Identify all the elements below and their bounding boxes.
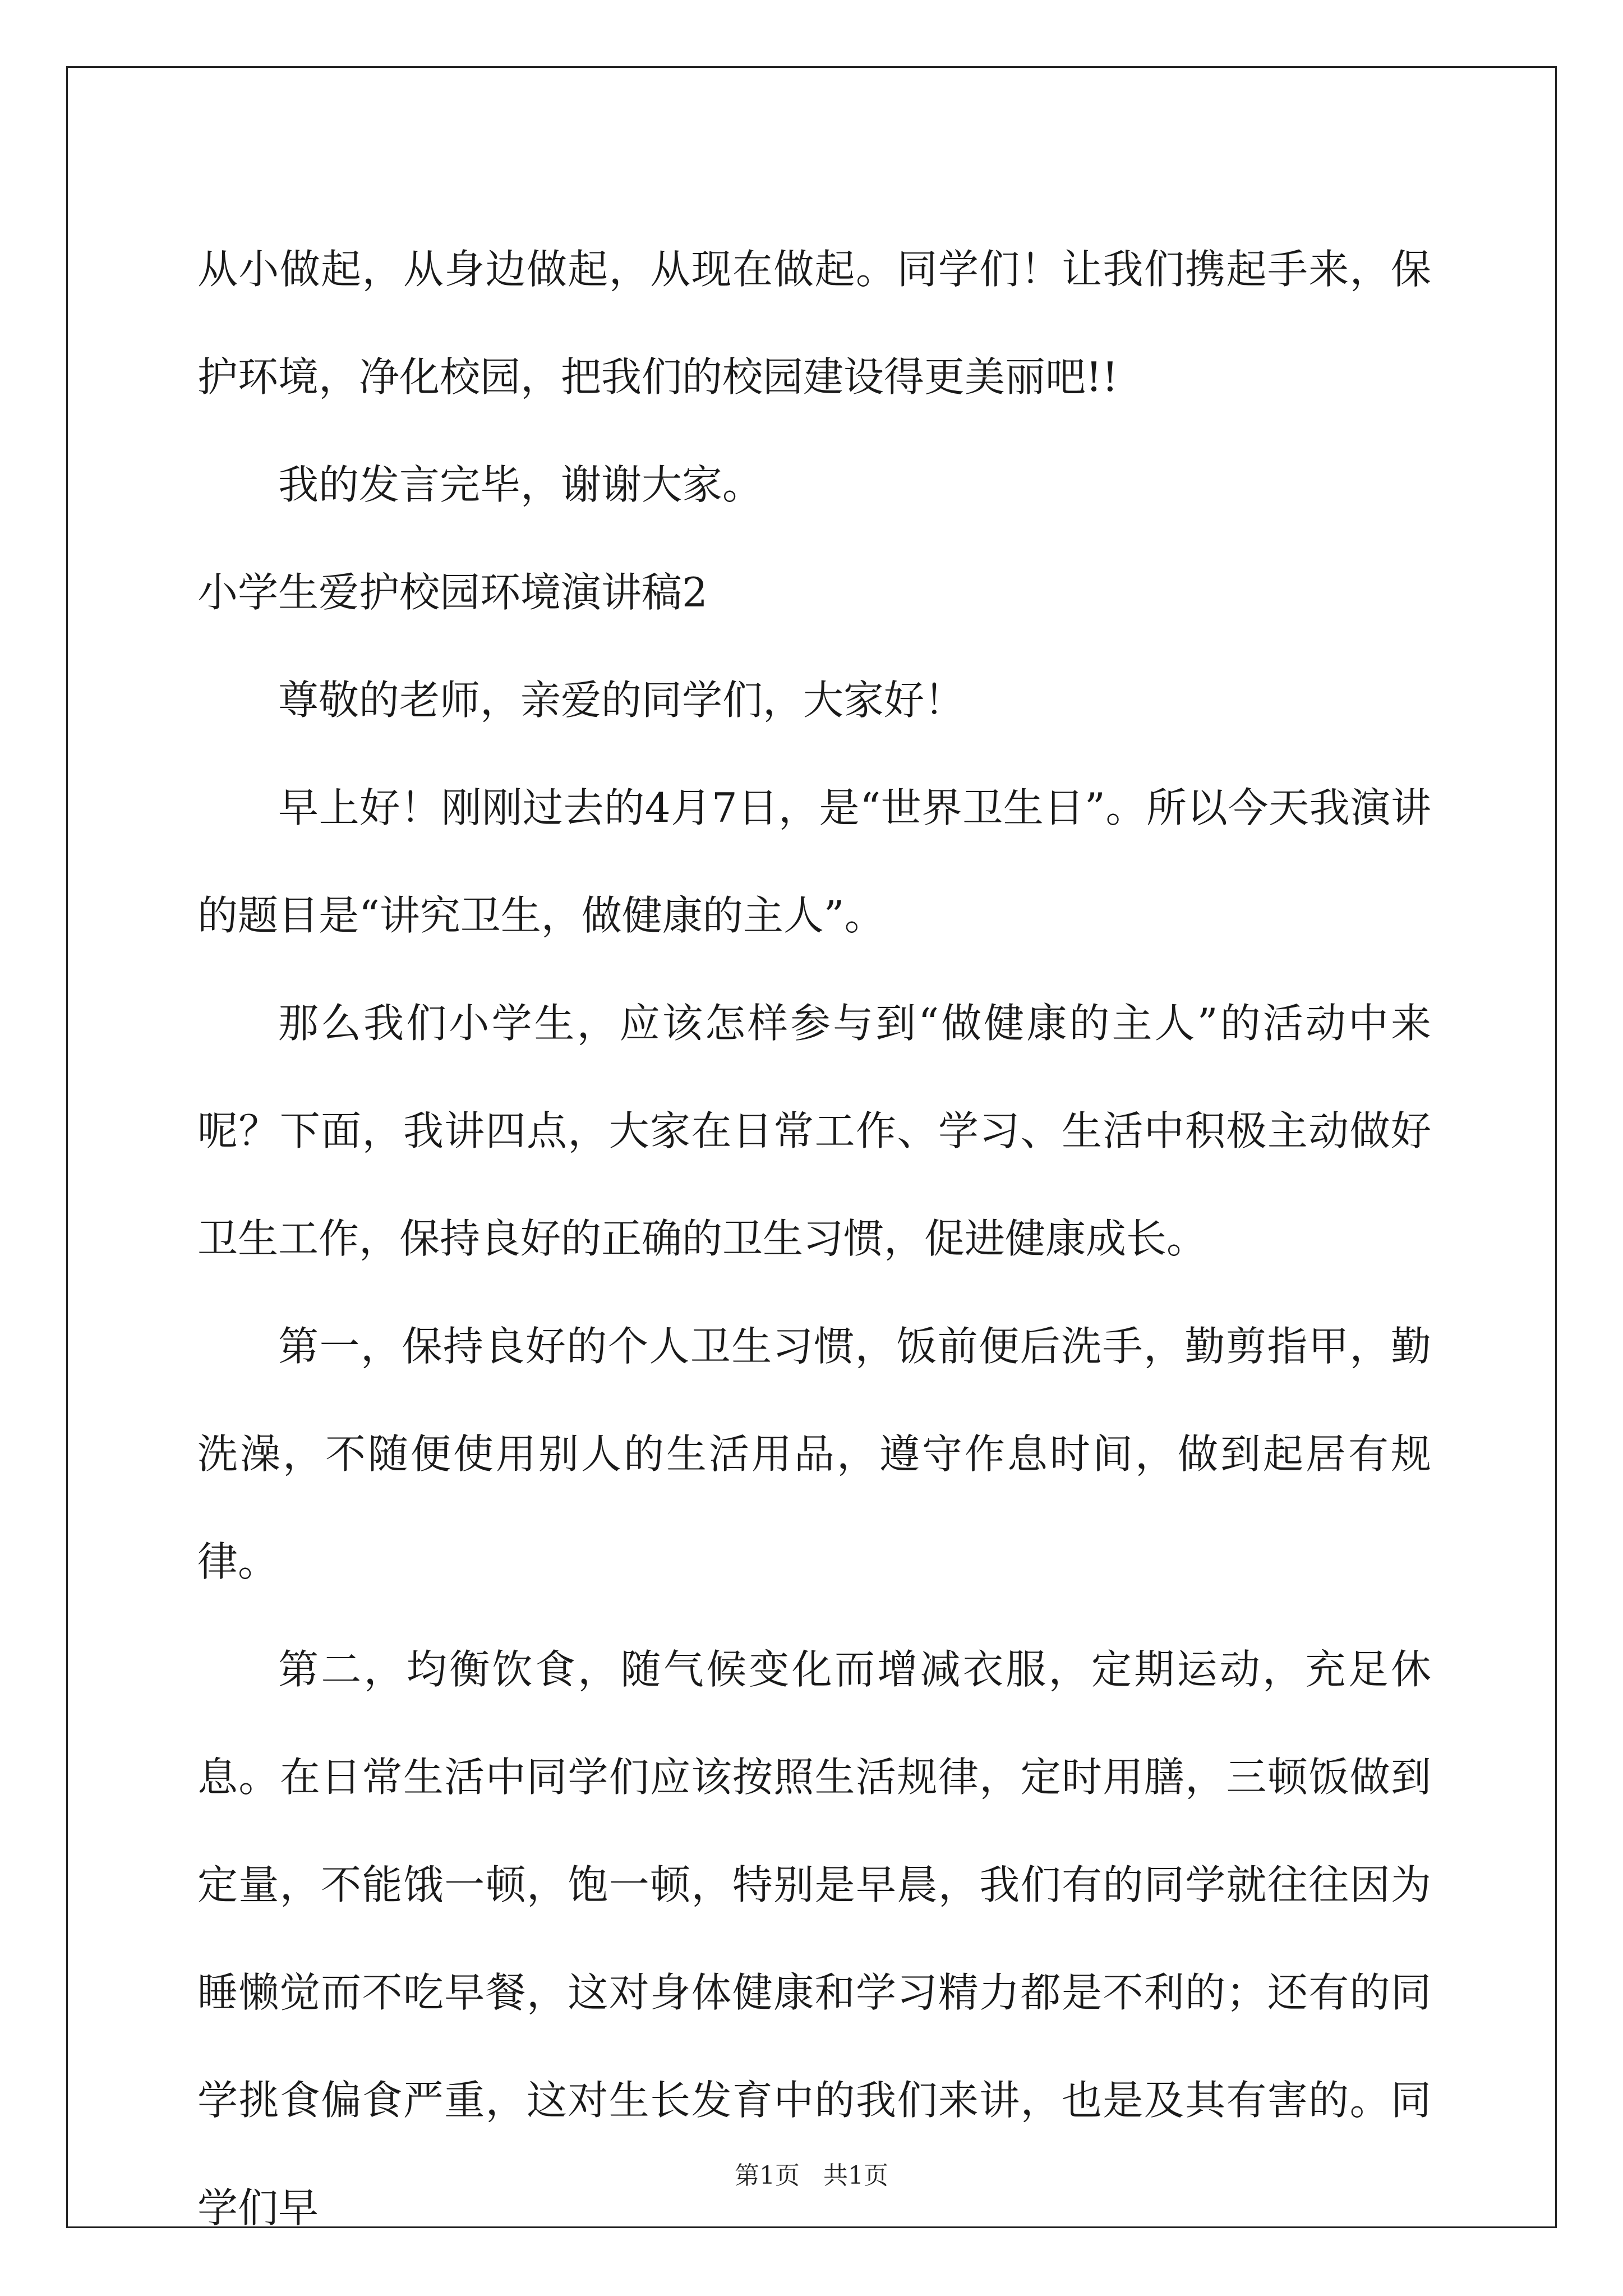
paragraph-5: 那么我们小学生，应该怎样参与到“做健康的主人”的活动中来呢？下面，我讲四点，大家在日常工作、学习、生活中积极主动做好卫生工作，保持良好的正确的卫生习惯，促进健康成长。 xyxy=(197,1000,1431,1262)
paragraph-7: 第二，均衡饮食，随气候变化而增减衣服，定期运动，充足休息。在日常生活中同学们应该按照生活规律，定时用膳，三顿饭做到定量，不能饿一顿，饱一顿，特别是早晨，我们有的同学就往往因为睡懒觉而不吃早餐，这对身体健康和学习精力都是不利的；还有的同学挑食偏食严重，这对生长发育中的我们来讲，也是及其有害的。同学们早 xyxy=(197,1646,1431,2231)
paragraph-6: 第一，保持良好的个人卫生习惯，饭前便后洗手，勤剪指甲，勤洗澡，不随便使用别人的生活用品，遵守作息时间，做到起居有规律。 xyxy=(197,1323,1431,1585)
section-heading: 小学生爱护校园环境演讲稿2 xyxy=(197,569,708,616)
paragraph-greeting: 尊敬的老师，亲爱的同学们，大家好！ xyxy=(278,677,965,724)
paragraph-1: 从小做起，从身边做起，从现在做起。同学们！让我们携起手来，保护环境，净化校园，把我们的校园建设得更美丽吧!! xyxy=(197,246,1431,401)
page-number-footer: 第1页 共1页 xyxy=(735,2161,888,2190)
document-body xyxy=(197,215,1431,2262)
paragraph-4: 早上好！刚刚过去的4月7日，是“世界卫生日”。所以今天我演讲的题目是“讲究卫生，做健康的主人”。 xyxy=(197,784,1431,939)
paragraph-2: 我的发言完毕，谢谢大家。 xyxy=(278,461,763,508)
